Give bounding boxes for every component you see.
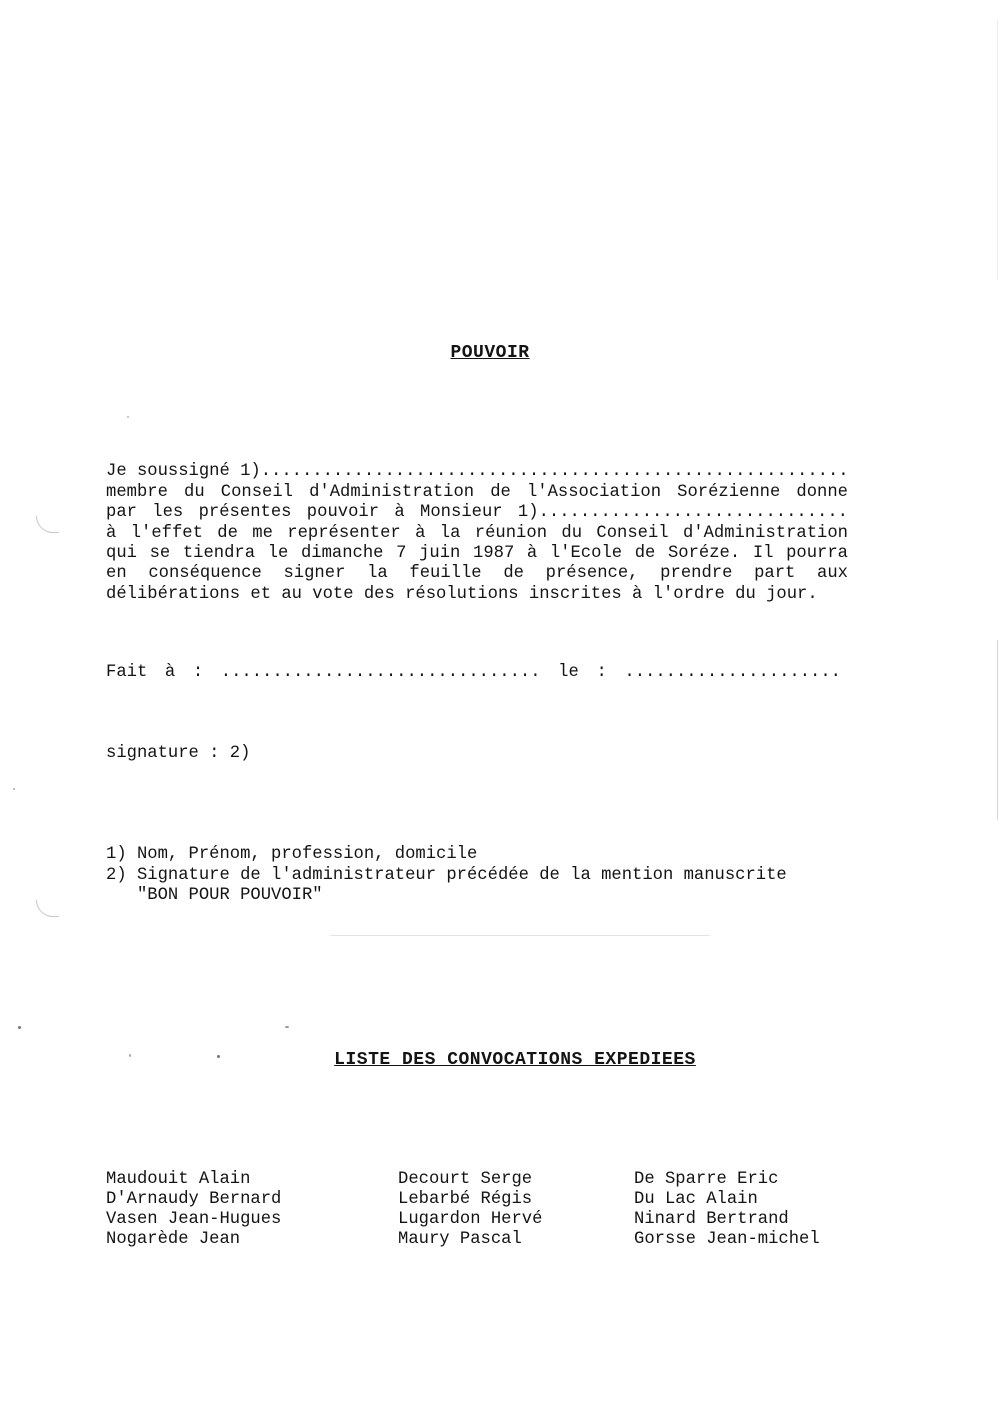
scan-edge-shadow	[997, 640, 998, 820]
scan-speck	[127, 416, 129, 418]
scan-hole-mark	[36, 900, 59, 917]
list-item: Lebarbé Régis	[398, 1190, 533, 1209]
scan-faint-rule	[330, 935, 710, 936]
scan-speck	[285, 1026, 289, 1028]
list-item: Gorsse Jean-michel	[634, 1230, 820, 1249]
body-line-6: en conséquence signer la feuille de présence, prendre part aux	[106, 564, 848, 583]
names-column-2	[398, 1170, 542, 1250]
list-item: Lugardon Hervé	[398, 1210, 543, 1229]
scan-speck	[129, 1054, 131, 1057]
list-item: Maury Pascal	[398, 1230, 522, 1249]
document-title: POUVOIR	[450, 343, 530, 363]
footnote-1: 1) Nom, Prénom, profession, domicile	[106, 845, 478, 864]
scan-speck	[13, 788, 15, 790]
body-line-2: membre du Conseil d'Administration de l'Association Sorézienne donne	[106, 483, 848, 502]
scan-hole-mark	[36, 516, 59, 533]
names-column-3	[634, 1170, 820, 1250]
list-item: Vasen Jean-Hugues	[106, 1210, 282, 1229]
list-item: Maudouit Alain	[106, 1170, 251, 1189]
list-item: D'Arnaudy Bernard	[106, 1190, 282, 1209]
fait-a-line: Fait à : ............................... le : .....................	[106, 663, 841, 682]
names-column-1	[106, 1170, 281, 1250]
list-item: Nogarède Jean	[106, 1230, 241, 1249]
list-item: Decourt Serge	[398, 1170, 533, 1189]
body-line-3: par les présentes pouvoir à Monsieur 1)..............................	[106, 503, 848, 522]
list-item: De Sparre Eric	[634, 1170, 779, 1189]
list-item: Du Lac Alain	[634, 1190, 758, 1209]
body-line-4: à l'effet de me représenter à la réunion du Conseil d'Administration	[106, 524, 848, 543]
scan-speck	[217, 1055, 220, 1058]
list-title: LISTE DES CONVOCATIONS EXPEDIEES	[334, 1050, 696, 1070]
body-line-7: délibérations et au vote des résolutions inscrites à l'ordre du jour.	[106, 585, 818, 604]
scan-edge-shadow	[997, 20, 998, 280]
body-line-5: qui se tiendra le dimanche 7 juin 1987 à l'Ecole de Soréze. Il pourra	[106, 544, 848, 563]
footnote-2: 2) Signature de l'administrateur précédée de la mention manuscrite	[106, 866, 787, 885]
scan-speck	[18, 1026, 21, 1029]
signature-line: signature : 2)	[106, 744, 251, 763]
footnote-2-continued: "BON POUR POUVOIR"	[106, 886, 323, 905]
list-item: Ninard Bertrand	[634, 1210, 789, 1229]
body-line-1: Je soussigné 1).........................................................	[106, 462, 849, 481]
